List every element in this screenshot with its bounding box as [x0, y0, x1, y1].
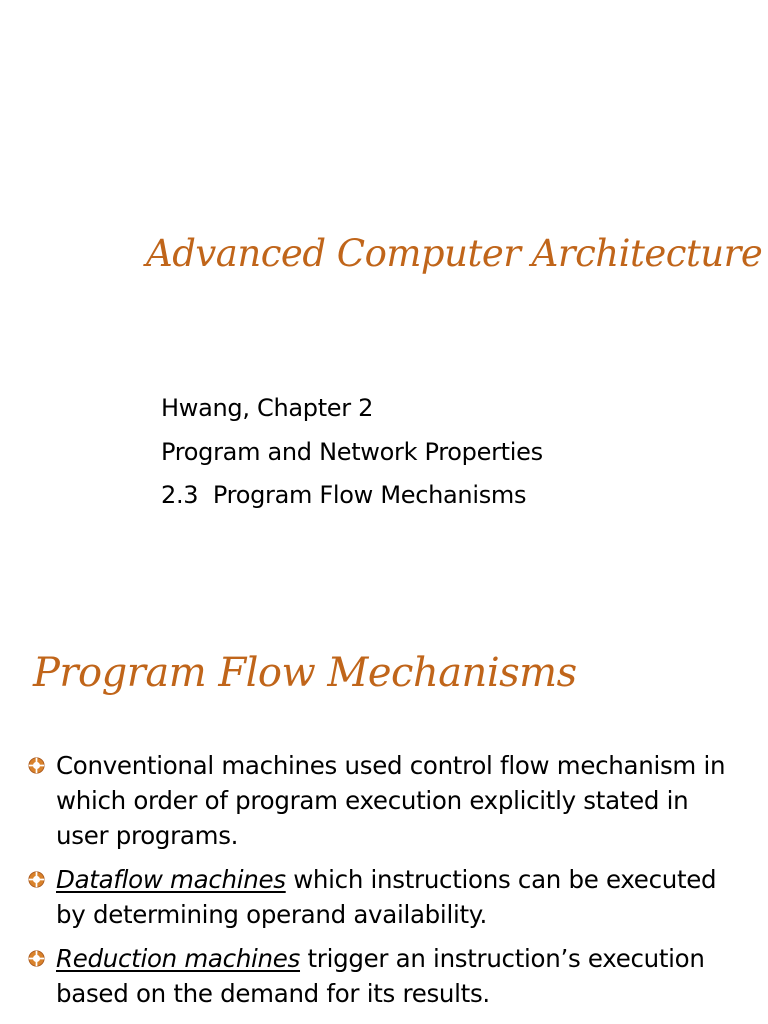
subtitle-line-section: 2.3 Program Flow Mechanisms — [161, 481, 527, 509]
slide-heading: Program Flow Mechanisms — [33, 650, 577, 696]
bullet-text: trigger an instruction’s execution based on the demand for its results. — [56, 944, 705, 1008]
bullet-item-dataflow — [28, 862, 748, 932]
circle-target-bullet-icon — [28, 757, 45, 774]
slide-title: Advanced Computer Architecture — [146, 232, 763, 275]
bullet-list — [28, 748, 748, 1020]
subtitle-line-chapter-topic: Program and Network Properties — [161, 437, 543, 466]
bullet-term-reduction-machines: Reduction machines — [56, 944, 301, 973]
bullet-term-dataflow-machines: Dataflow machines — [56, 865, 286, 894]
circle-target-bullet-icon — [28, 950, 45, 967]
subtitle-line-book: Hwang, Chapter 2 — [161, 394, 374, 422]
circle-target-bullet-icon — [28, 871, 45, 888]
bullet-item-reduction — [28, 941, 748, 1011]
subtitle-list — [161, 388, 543, 519]
content-slide — [0, 590, 768, 1024]
bullet-text: Conventional machines used control flow mechanism in which order of program execution explicitly stated in user programs. — [56, 751, 726, 850]
bullet-text: which instructions can be executed by determining operand availability. — [56, 865, 717, 929]
bullet-item-control-flow — [28, 748, 748, 853]
